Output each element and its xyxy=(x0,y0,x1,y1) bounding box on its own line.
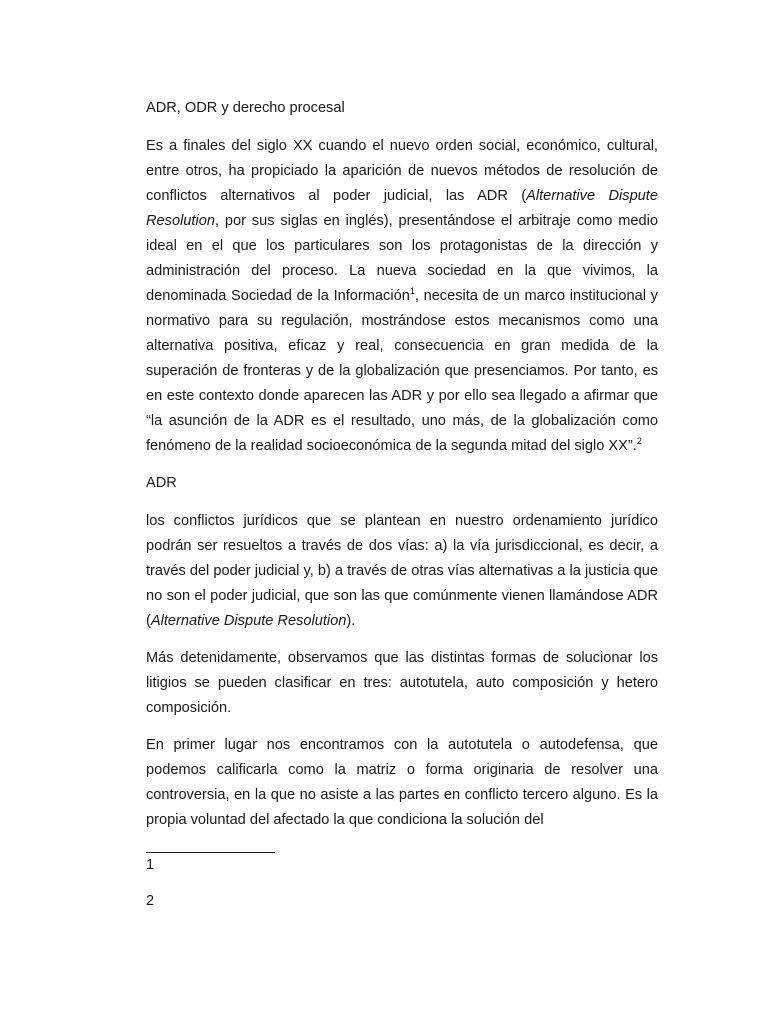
footnote-ref-1[interactable]: 1 xyxy=(409,286,415,296)
footnote-1: 1 xyxy=(146,857,155,873)
footnote-ref-2[interactable]: 2 xyxy=(636,436,642,446)
section-heading-adr: ADR xyxy=(146,475,177,491)
document-title: ADR, ODR y derecho procesal xyxy=(146,100,345,116)
paragraph-clasificacion: Más detenidamente, observamos que las distintas formas de solucionar los litigios se pueden clasificar en tres: autotutela, auto composición y hetero composición. xyxy=(146,650,658,716)
footnote-2: 2 xyxy=(146,893,155,909)
document-body xyxy=(146,96,658,833)
vias-text-2: ). xyxy=(346,613,356,629)
paragraph-vias xyxy=(146,509,658,634)
intro-text-1: Es a finales del siglo XX cuando el nuevo orden social, económico, cultural, entre otros, ha propiciado la aparición de nuevos métodos de resolución de conflictos alternativos al poder judicial, las ADR ( xyxy=(146,138,658,204)
vias-text-1: los conflictos jurídicos que se plantean en nuestro ordenamiento jurídico podrán ser resueltos a través de dos vías: a) la vía jurisdiccional, es decir, a través del poder judicial y, b) a través de otras vías alternativas a la justicia que no son el poder judicial, que son las que comúnmente vienen llamándose ADR ( xyxy=(146,513,658,629)
vias-italic-term: Alternative Dispute Resolution xyxy=(150,613,347,629)
intro-italic-term: Alternative Dispute Resolution xyxy=(146,188,658,229)
footnote-separator xyxy=(146,852,275,853)
intro-text-3: , necesita de un marco institucional y normativo para su regulación, mostrándose estos mecanismos como una alternativa positiva, eficaz y real, consecuencia en gran medida de la superación de fronteras y de la globalización que presenciamos. Por tanto, es en este contexto donde aparecen las ADR y por ello sea llegado a afirmar que “la asunción de la ADR es el resultado, uno más, de la globalización como fenómeno de la realidad socioeconómica de la segunda mitad del siglo XX”. xyxy=(146,288,658,454)
intro-text-2: , por sus siglas en inglés), presentándose el arbitraje como medio ideal en el que los particulares son los protagonistas de la dirección y administración del proceso. La nueva sociedad en la que vivimos, la denominada Sociedad de la Información xyxy=(146,213,658,304)
intro-paragraph xyxy=(146,134,658,459)
paragraph-autotutela: En primer lugar nos encontramos con la autotutela o autodefensa, que podemos calificarla como la matriz o forma originaria de resolver una controversia, en la que no asiste a las partes en conflicto tercero alguno. Es la propia voluntad del afectado la que condiciona la solución del xyxy=(146,737,658,828)
